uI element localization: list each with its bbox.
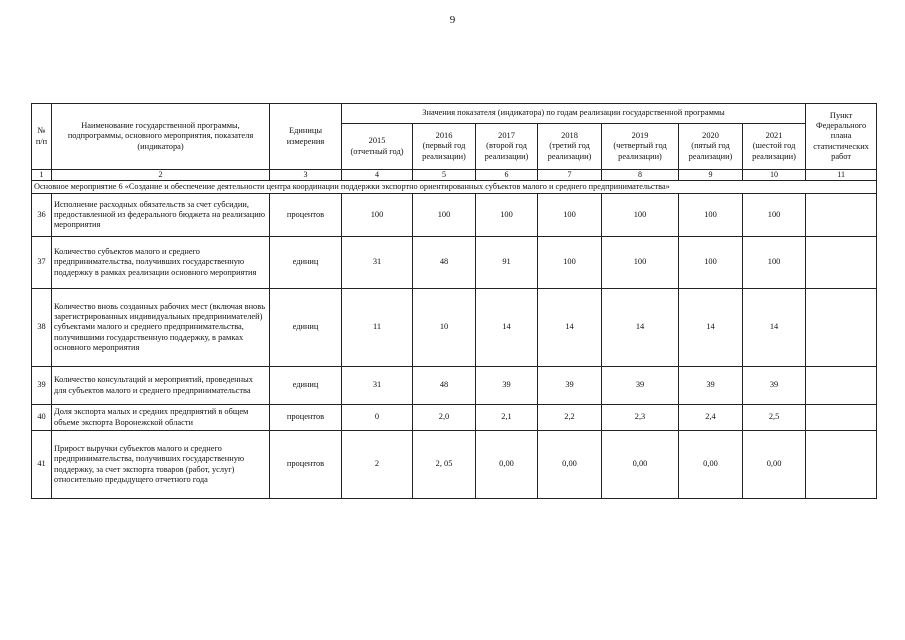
value-cell: 14 [538, 289, 602, 367]
table-row [32, 431, 877, 499]
unit-cell: единиц [270, 367, 342, 405]
header-year-label: 2017 [498, 131, 515, 141]
table-row [32, 194, 877, 237]
value-cell: 39 [743, 367, 806, 405]
value-cell: 39 [679, 367, 743, 405]
header-year-label: 2019 [631, 131, 649, 141]
value-cell: 0,00 [679, 431, 743, 499]
federal-plan-cell [806, 289, 877, 367]
table-row [32, 237, 877, 289]
header-year-note: (второй год реализации) [484, 141, 529, 161]
indicator-name: Количество субъектов малого и среднего предпринимательства, получивших государственную поддержку в рамках реализации основного мероприятия [52, 237, 270, 289]
value-cell: 100 [538, 237, 602, 289]
value-cell: 48 [413, 237, 476, 289]
header-year-2017 [476, 124, 538, 170]
value-cell: 100 [602, 237, 679, 289]
value-cell: 100 [743, 237, 806, 289]
value-cell: 100 [413, 194, 476, 237]
header-year-note: (третий год реализации) [547, 141, 592, 161]
header-year-2019 [602, 124, 679, 170]
header-year-label: 2016 [435, 131, 453, 141]
column-number: 10 [743, 170, 806, 181]
header-year-2018 [538, 124, 602, 170]
column-number: 6 [476, 170, 538, 181]
value-cell: 14 [602, 289, 679, 367]
header-year-note: (шестой год реализации) [752, 141, 796, 161]
value-cell: 0,00 [602, 431, 679, 499]
indicators-table [31, 103, 877, 499]
value-cell: 0,00 [476, 431, 538, 499]
value-cell: 0,00 [538, 431, 602, 499]
row-number: 38 [32, 289, 52, 367]
value-cell: 2,1 [476, 405, 538, 431]
column-number-row [32, 170, 877, 181]
header-year-note: (отчетный год) [350, 146, 404, 156]
header-year-label: 2021 [765, 131, 783, 141]
value-cell: 91 [476, 237, 538, 289]
indicator-name: Прирост выручки субъектов малого и среднего предпринимательства, получивших государственную поддержку, за счет экспорта товаров (работ, услуг) относительно предыдущего отчетного года [52, 431, 270, 499]
value-cell: 100 [342, 194, 413, 237]
table-row [32, 405, 877, 431]
header-year-label: 2015 [368, 136, 386, 146]
value-cell: 2,5 [743, 405, 806, 431]
unit-cell: процентов [270, 431, 342, 499]
value-cell: 31 [342, 367, 413, 405]
header-year-2015 [342, 124, 413, 170]
unit-cell: процентов [270, 405, 342, 431]
column-number: 9 [679, 170, 743, 181]
value-cell: 48 [413, 367, 476, 405]
row-number: 37 [32, 237, 52, 289]
header-year-note: (пятый год реализации) [688, 141, 733, 161]
header-federal: Пункт Федерального плана статистических работ [806, 104, 877, 170]
value-cell: 2 [342, 431, 413, 499]
indicator-name: Количество консультаций и мероприятий, проведенных для субъектов малого и среднего предпринимательства [52, 367, 270, 405]
column-number: 7 [538, 170, 602, 181]
value-cell: 100 [538, 194, 602, 237]
header-row [32, 104, 877, 124]
value-cell: 100 [679, 237, 743, 289]
column-number: 1 [32, 170, 52, 181]
value-cell: 14 [743, 289, 806, 367]
value-cell: 11 [342, 289, 413, 367]
indicator-name: Исполнение расходных обязательств за счет субсидии, предоставленной из федерального бюджета на реализацию мероприятия [52, 194, 270, 237]
indicator-name: Количество вновь созданных рабочих мест (включая вновь зарегистрированных индивидуальных предпринимателей) субъектами малого и среднего предпринимательства, получившими государственную поддержку, в рамках основного мероприятия [52, 289, 270, 367]
value-cell: 14 [476, 289, 538, 367]
section-row [32, 181, 877, 194]
header-year-2021 [743, 124, 806, 170]
header-year-label: 2020 [702, 131, 719, 141]
value-cell: 39 [538, 367, 602, 405]
value-cell: 2,4 [679, 405, 743, 431]
unit-cell: единиц [270, 289, 342, 367]
federal-plan-cell [806, 194, 877, 237]
federal-plan-cell [806, 237, 877, 289]
value-cell: 39 [476, 367, 538, 405]
row-number: 39 [32, 367, 52, 405]
row-number: 41 [32, 431, 52, 499]
value-cell: 14 [679, 289, 743, 367]
header-values-group: Значения показателя (индикатора) по годам реализации государственной программы [342, 104, 806, 124]
value-cell: 100 [602, 194, 679, 237]
header-num: № п/п [32, 104, 52, 170]
value-cell: 0,00 [743, 431, 806, 499]
federal-plan-cell [806, 367, 877, 405]
column-number: 4 [342, 170, 413, 181]
value-cell: 100 [743, 194, 806, 237]
unit-cell: процентов [270, 194, 342, 237]
value-cell: 100 [476, 194, 538, 237]
row-number: 36 [32, 194, 52, 237]
value-cell: 2,0 [413, 405, 476, 431]
header-year-label: 2018 [561, 131, 578, 141]
header-year-2016 [413, 124, 476, 170]
column-number: 2 [52, 170, 270, 181]
column-number: 11 [806, 170, 877, 181]
value-cell: 100 [679, 194, 743, 237]
header-year-note: (первый год реализации) [422, 141, 466, 161]
page-number: 9 [449, 14, 456, 26]
value-cell: 2,2 [538, 405, 602, 431]
value-cell: 10 [413, 289, 476, 367]
unit-cell: единиц [270, 237, 342, 289]
federal-plan-cell [806, 431, 877, 499]
row-number: 40 [32, 405, 52, 431]
column-number: 5 [413, 170, 476, 181]
indicator-name: Доля экспорта малых и средних предприятий в общем объеме экспорта Воронежской области [52, 405, 270, 431]
column-number: 3 [270, 170, 342, 181]
header-year-note: (четвертый год реализации) [613, 141, 667, 161]
table-row [32, 367, 877, 405]
value-cell: 31 [342, 237, 413, 289]
header-name: Наименование государственной программы, подпрограммы, основного мероприятия, показателя (индикатора) [52, 104, 270, 170]
column-number: 8 [602, 170, 679, 181]
value-cell: 2,3 [602, 405, 679, 431]
header-unit: Единицы измерения [270, 104, 342, 170]
value-cell: 0 [342, 405, 413, 431]
value-cell: 2, 05 [413, 431, 476, 499]
header-year-2020 [679, 124, 743, 170]
federal-plan-cell [806, 405, 877, 431]
value-cell: 39 [602, 367, 679, 405]
table-row [32, 289, 877, 367]
section-title: Основное мероприятие 6 «Создание и обеспечение деятельности центра координации поддержки экспортно ориентированных субъектов малого и среднего предпринимательства» [32, 181, 877, 194]
